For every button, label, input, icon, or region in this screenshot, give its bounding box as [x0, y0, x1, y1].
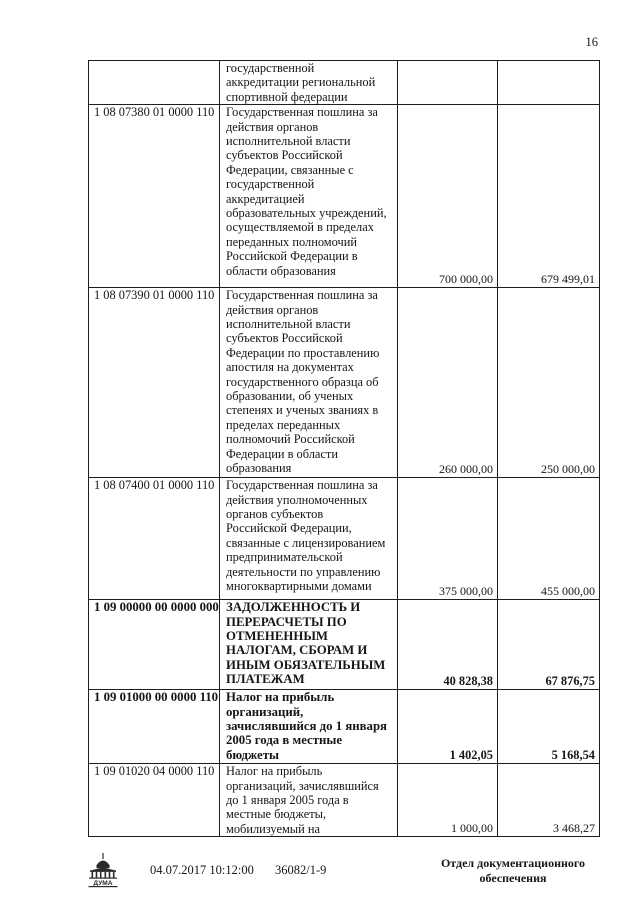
table-row	[89, 105, 600, 288]
table-row	[89, 478, 600, 600]
budget-code-cell: 1 08 07380 01 0000 110	[89, 105, 220, 288]
income-description-cell: Государственная пошлина за действия органов исполнительной власти субъектов Российской Федерации по проставлению апостиля на документах государственного образца об образовании, об ученых степенях и ученых званиях в пределах переданных полномочий Российской Федерации в области образования	[220, 288, 398, 478]
duma-logo	[87, 852, 119, 888]
budget-code-cell: 1 09 01020 04 0000 110	[89, 764, 220, 837]
amount-cell-second: 455 000,00	[498, 478, 600, 600]
amount-cell-first	[398, 61, 498, 105]
amount-cell-second: 679 499,01	[498, 105, 600, 288]
amount-cell-second: 3 468,27	[498, 764, 600, 837]
income-description-cell: Государственная пошлина за действия органов исполнительной власти субъектов Российской Федерации, связанные с государственной аккредитацией образовательных учреждений, осуществляемой в пределах переданных полномочий Российской Федерации в области образования	[220, 105, 398, 288]
income-description-cell: Налог на прибыль организаций, зачислявшийся до 1 января 2005 года в местные бюджеты, мобилизуемый на	[220, 764, 398, 837]
table-row	[89, 61, 600, 105]
budget-income-table	[88, 60, 600, 837]
page-number: 16	[585, 35, 598, 49]
table-row	[89, 288, 600, 478]
budget-code-cell: 1 09 00000 00 0000 000	[89, 600, 220, 690]
amount-cell-second: 5 168,54	[498, 690, 600, 764]
income-description-cell: Налог на прибыль организаций, зачислявшийся до 1 января 2005 года в местные бюджеты	[220, 690, 398, 764]
amount-cell-first: 375 000,00	[398, 478, 498, 600]
table-body	[89, 61, 600, 837]
budget-code-cell: 1 09 01000 00 0000 110	[89, 690, 220, 764]
amount-cell-second	[498, 61, 600, 105]
amount-cell-second: 67 876,75	[498, 600, 600, 690]
amount-cell-first: 1 402,05	[398, 690, 498, 764]
income-description-cell: ЗАДОЛЖЕННОСТЬ И ПЕРЕРАСЧЕТЫ ПО ОТМЕНЕННЫМ НАЛОГАМ, СБОРАМ И ИНЫМ ОБЯЗАТЕЛЬНЫМ ПЛАТЕЖАМ	[220, 600, 398, 690]
footer-department: Отдел документационного обеспечения	[440, 856, 586, 885]
amount-cell-first: 1 000,00	[398, 764, 498, 837]
amount-cell-first: 40 828,38	[398, 600, 498, 690]
income-description-cell: Государственная пошлина за действия уполномоченных органов субъектов Российской Федерации, связанные с лицензированием предпринимательской деятельности по управлению многоквартирными домами	[220, 478, 398, 600]
footer-document-number: 36082/1-9	[275, 863, 327, 877]
amount-cell-second: 250 000,00	[498, 288, 600, 478]
amount-cell-first: 700 000,00	[398, 105, 498, 288]
budget-code-cell: 1 08 07390 01 0000 110	[89, 288, 220, 478]
table-row-section-total	[89, 600, 600, 690]
table-row	[89, 764, 600, 837]
table-row-subsection-total	[89, 690, 600, 764]
income-description-cell: государственной аккредитации региональной спортивной федерации	[220, 61, 398, 105]
budget-code-cell: 1 08 07400 01 0000 110	[89, 478, 220, 600]
footer-datetime: 04.07.2017 10:12:00	[150, 863, 254, 877]
budget-code-cell	[89, 61, 220, 105]
amount-cell-first: 260 000,00	[398, 288, 498, 478]
logo-text: ДУМА	[93, 879, 113, 887]
